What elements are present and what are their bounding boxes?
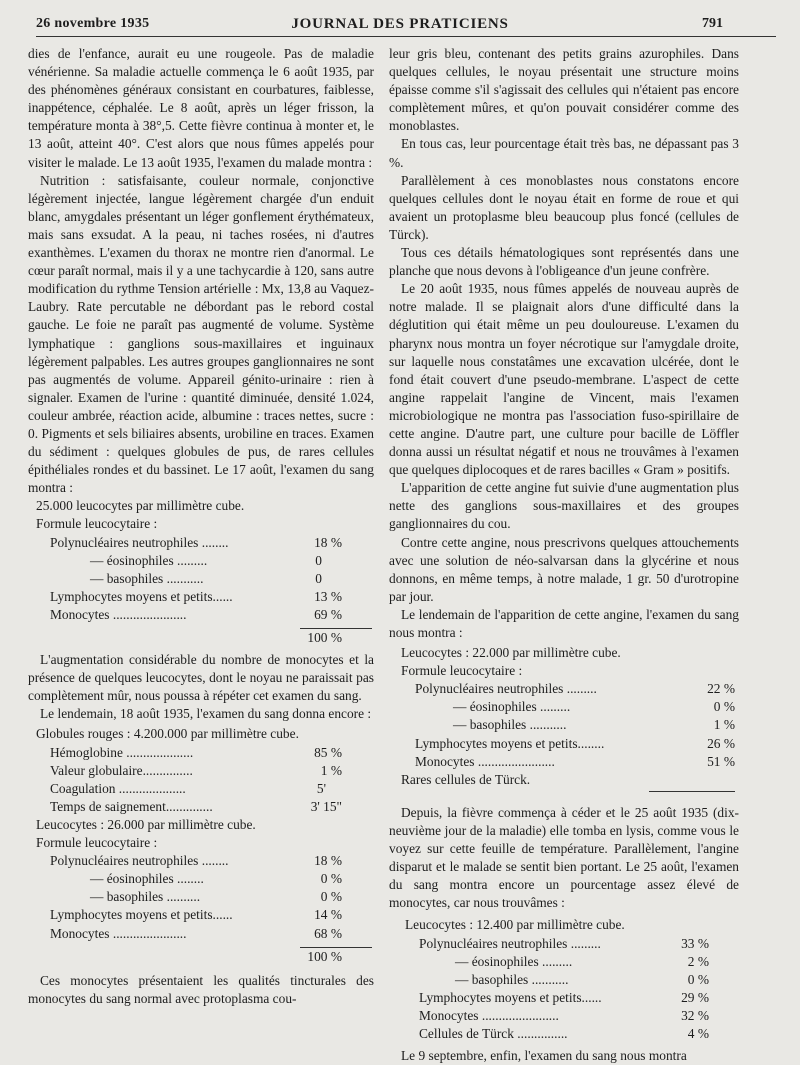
row-value: 0 (315, 570, 322, 586)
blood-exam-table-2 (28, 725, 374, 965)
paragraph: Parallèlement à ces monoblastes nous constatons encore quelques cellules dont le noyau était en forme de roue et qui avaient un protoplasme bleu beaucoup plus foncé (cellules de Türck). (389, 172, 739, 242)
row-value: 51 % (707, 753, 735, 769)
blood-exam-table-4 (389, 916, 739, 1043)
table-row (28, 852, 374, 870)
journal-title: JOURNAL DES PRATICIENS (291, 16, 509, 32)
row-value: 2 % (687, 953, 709, 969)
row-value: 0 % (713, 699, 735, 715)
paragraph: L'apparition de cette angine fut suivie d'une augmentation plus nette des ganglions sous-maxillaires et des groupes ganglionnaires du cou. (389, 480, 739, 532)
row-label: Monocytes ...................... (50, 925, 187, 941)
paragraph: Tous ces détails hématologiques sont représentés dans une planche que nous devons à l'obligeance d'un jeune confrère. (389, 245, 739, 279)
row-label: Polynucléaires neutrophiles ......... (419, 935, 601, 951)
row-value: 69 % (314, 606, 342, 622)
table-row (28, 606, 374, 624)
total-value: 100 % (307, 948, 342, 964)
paragraph: leur gris bleu, contenant des petits grains azurophiles. Dans quelques cellules, le noyau présentait une structure moins épaisse comme s'il s'agissait des cellules qui n'étaient pas encore complètement mûres, et qu'on pouvait considérer comme des monoblastes. (389, 46, 739, 134)
row-label: — basophiles ........... (90, 570, 204, 586)
row-value: 5' (316, 780, 326, 796)
table-row (389, 753, 739, 771)
row-value: 14 % (314, 907, 342, 923)
table-row (389, 935, 739, 953)
row-label: — basophiles .......... (90, 889, 201, 905)
row-label: Cellules de Türck ............... (419, 1025, 568, 1041)
formula-title (28, 515, 374, 533)
formula-title-text: Formule leucocytaire : (36, 516, 158, 532)
row-value: 3' 15" (310, 798, 342, 814)
table-row (389, 662, 739, 680)
table-row (28, 780, 374, 798)
row-label: Leucocytes : 26.000 par millimètre cube. (36, 816, 256, 832)
row-value: 0 (315, 552, 322, 568)
table-row (28, 534, 374, 552)
table-row (389, 953, 739, 971)
row-value: 26 % (707, 735, 735, 751)
table-row (389, 989, 739, 1007)
table-row (28, 570, 374, 588)
paragraph: Le lendemain de l'apparition de cette angine, l'examen du sang nous montra : (389, 606, 739, 640)
row-label: Leucocytes : 22.000 par millimètre cube. (401, 645, 621, 661)
row-label: Leucocytes : 12.400 par millimètre cube. (405, 917, 625, 933)
row-value: 13 % (314, 588, 342, 604)
row-value: 18 % (314, 853, 342, 869)
row-value: 29 % (681, 989, 709, 1005)
page-header (0, 12, 800, 36)
table-row (389, 771, 739, 789)
left-column (28, 45, 374, 1008)
paragraph: Ces monocytes présentaient les qualités tincturales des monocytes du sang normal avec protoplasma cou- (28, 972, 374, 1006)
row-label: Formule leucocytaire : (36, 835, 158, 851)
row-label: Monocytes ...................... (50, 606, 187, 622)
table-row (28, 816, 374, 834)
row-value: 68 % (314, 925, 342, 941)
row-value: 0 % (320, 871, 342, 887)
row-label: Temps de saignement.............. (50, 798, 213, 814)
table-row (28, 870, 374, 888)
table-row (28, 906, 374, 924)
paragraph: L'augmentation considérable du nombre de monocytes et la présence de quelques leucocytes, dont le noyau ne paraissait pas complètement mûr, nous poussa à répéter cet examen du sang. (28, 652, 374, 704)
paragraph: Nutrition : satisfaisante, couleur normale, conjonctive légèrement injectée, langue légèrement chargée d'un enduit blanc, amygdales présentant un léger gonflement érythémateux, mais sans exsudat. A la peau, ni taches rosées, ni d'autres exanthèmes. L'examen du thorax ne montre rien d'anormal. Le cœur paraît normal, mais il y a une tachycardie à 120, sans autre modification du rythme Tension artérielle : Mx, 13,8 au Vaquez-Laubry. Rate percutable ne débordant pas le rebord costal gauche. Le foie ne paraît pas augmenté de volume. Système lymphatique : ganglions sous-maxillaires et inguinaux légèrement palpables. Les autres groupes ganglionnaires ne sont pas augmentés de volume. Appareil génito-urinaire : rien à signaler. Examen de l'urine : quantité diminuée, densité 1.024, couleur ambrée, réaction acide, albumine : traces nettes, sucre : 0. Pigments et sels biliaires absents, urobiline en traces. Examen du sédiment : quelques globules de pus, de rares cellules épithéliales rondes et du bassinet. Le 17 août, l'examen du sang montra : (28, 172, 374, 496)
table-row (28, 888, 374, 906)
row-label: Coagulation .................... (50, 780, 186, 796)
row-label: — éosinophiles ........ (90, 871, 204, 887)
row-label: — basophiles ........... (453, 717, 567, 733)
row-value: 1 % (320, 762, 342, 778)
leucocyte-count (28, 497, 374, 515)
table-row (28, 588, 374, 606)
right-column (389, 45, 739, 1065)
total-value: 100 % (307, 630, 342, 645)
page-number: 791 (702, 16, 723, 31)
paragraph: dies de l'enfance, aurait eu une rougeole. Pas de maladie vénérienne. Sa maladie actuelle commença le 6 août 1935, par des phénomènes généraux consistant en courbatures, faiblesse, inappétence, céphalée. Le 8 août, après un léger frisson, la température monta à 38°,5. Cette fièvre continua à monter et, le 13 août, atteint 40°. C'est alors que nous fûmes appelés pour visiter le malade. Le 13 août 1935, l'examen du malade montra : (28, 46, 374, 170)
table-row (389, 1007, 739, 1025)
table-row (28, 762, 374, 780)
paragraph: Le lendemain, 18 août 1935, l'examen du sang donna encore : (40, 706, 372, 722)
row-value: 22 % (707, 681, 735, 697)
table-row (28, 834, 374, 852)
row-label: Lymphocytes moyens et petits...... (419, 989, 602, 1005)
table-row (28, 552, 374, 570)
row-label: Lymphocytes moyens et petits........ (415, 735, 605, 751)
row-label: — basophiles ........... (455, 971, 569, 987)
table-row (389, 1025, 739, 1043)
paragraph: Contre cette angine, nous prescrivons quelques attouchements avec une solution de néo-salvarsan dans la glycérine et nous donnons, en même temps, à notre malade, 1 gr. 50 d'urotropine par jour. (389, 534, 739, 604)
row-label: Rares cellules de Türck. (401, 771, 531, 787)
row-label: — éosinophiles ......... (90, 552, 208, 568)
paragraph: Depuis, la fièvre commença à céder et le 25 août 1935 (dix-neuvième jour de la maladie) elle tomba en lysis, comme vous le voyez sur cette feuille de température. Parallèlement, l'angine disparut et le malade se sentit bien portant. Le 25 août, l'examen du sang montra encore un pourcentage assez élevé de monocytes, car nous trouvâmes : (389, 804, 739, 911)
row-label: — éosinophiles ......... (453, 699, 571, 715)
table-row (389, 916, 739, 934)
row-label: Globules rouges : 4.200.000 par millimètre cube. (36, 726, 299, 742)
row-label: Polynucléaires neutrophiles ........ (50, 534, 229, 550)
paragraph: Le 9 septembre, enfin, l'examen du sang nous montra (401, 1048, 687, 1064)
table-total (28, 948, 374, 966)
row-label: Polynucléaires neutrophiles ......... (415, 681, 597, 697)
table-row (389, 698, 739, 716)
table-row (389, 971, 739, 989)
table-end-rule (649, 791, 735, 792)
row-value: 85 % (314, 744, 342, 760)
blood-formula-table-1 (28, 534, 374, 648)
leucocyte-count-text: 25.000 leucocytes par millimètre cube. (36, 498, 245, 514)
row-value: 32 % (681, 1007, 709, 1023)
blood-exam-table-3 (389, 644, 739, 792)
row-value: 4 % (687, 1025, 709, 1041)
table-row (28, 925, 374, 943)
row-value: 0 % (687, 971, 709, 987)
header-date: 26 novembre 1935 (36, 16, 150, 31)
table-row (28, 725, 374, 743)
table-row (389, 644, 739, 662)
row-label: Hémoglobine .................... (50, 744, 194, 760)
table-row (28, 744, 374, 762)
table-row (389, 716, 739, 734)
paragraph: Le 20 août 1935, nous fûmes appelés de nouveau auprès de notre malade. Il se plaignait alors d'une difficulté dans la déglutition qui était même un peu douloureuse. L'examen du pharynx nous montra un foyer nécrotique sur l'amygdale droite, sur laquelle nous constatâmes une excavation ulcérée, dont le fond était couvert d'une pseudo-membrane. L'aspect de cette angine rappelait l'angine de Vincent, mais l'examen microbiologique ne montra pas l'association fuso-spirillaire de cette angine. D'autre part, une culture pour bacille de Löffler donna aussi un résultat négatif et nous ne trouvâmes à l'examen que quelques diplocoques et de rares bacilles « Gram » positifs. (389, 281, 739, 478)
row-label: Monocytes ....................... (415, 753, 555, 769)
row-value: 18 % (314, 534, 342, 550)
table-row (28, 798, 374, 816)
row-label: — éosinophiles ......... (455, 953, 573, 969)
row-value: 1 % (713, 717, 735, 733)
table-total (28, 629, 374, 647)
table-row (389, 735, 739, 753)
row-label: Lymphocytes moyens et petits...... (50, 588, 233, 604)
table-row (389, 680, 739, 698)
row-label: Monocytes ....................... (419, 1007, 559, 1023)
header-rule (36, 36, 776, 37)
row-label: Valeur globulaire............... (50, 762, 193, 778)
row-label: Polynucléaires neutrophiles ........ (50, 853, 229, 869)
paragraph: En tous cas, leur pourcentage était très bas, ne dépassant pas 3 %. (389, 136, 739, 170)
row-value: 33 % (681, 935, 709, 951)
row-label: Lymphocytes moyens et petits...... (50, 907, 233, 923)
row-value: 0 % (320, 889, 342, 905)
row-label: Formule leucocytaire : (401, 663, 523, 679)
